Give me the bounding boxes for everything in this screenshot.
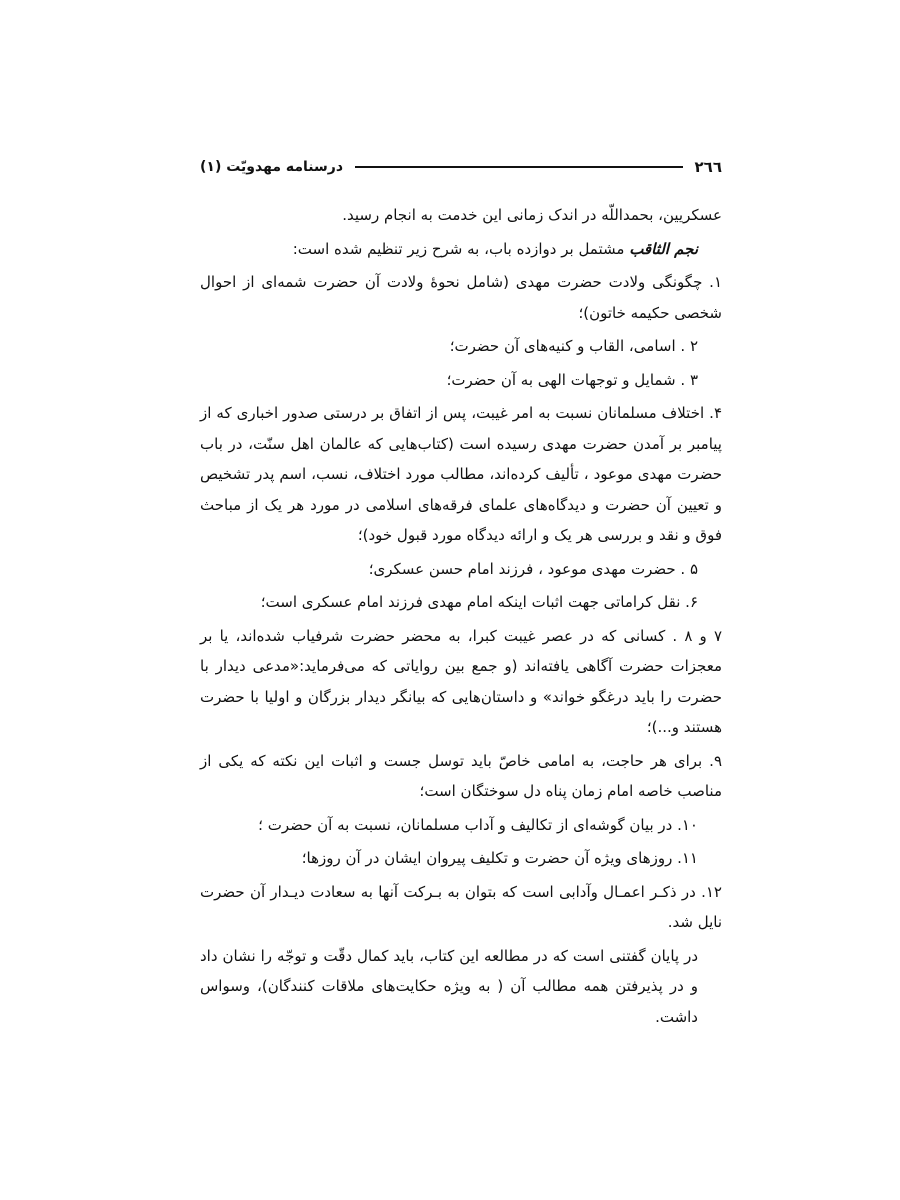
list-item: ١. چگونگی ولادت حضرت مهدی (شامل نحوهٔ ولادت آن حضرت شمه‌ای از احوال شخصی حکیمه خاتون)؛ xyxy=(200,273,722,322)
list-item: ١١. روزهای ویژه آن حضرت و تکلیف پیروان ایشان در آن روزها؛ xyxy=(301,849,698,867)
list-item: ۵ . حضرت مهدی موعود ، فرزند امام حسن عسکری؛ xyxy=(368,559,698,578)
closing-paragraph: در پایان گفتنی است که در مطالعه این کتاب، باید کمال دقّت و توجّه را نشان داد و در پذیرفتن همه مطالب آن ( به ویژه حکایت‌های ملاقات کنندگان)، وسواس داشت. xyxy=(200,946,698,1026)
header-rule xyxy=(355,166,683,168)
list-item: ٧ و ٨ . کسانی که در عصر غیبت کبرا، به محضر حضرت شرفیاب شده‌اند، یا بر معجزات حضرت آگاهی یافته‌اند (و جمع بین روایاتی که می‌فرماید:«مدعی دیدار با حضرت را باید درغگو خواند» و داستان‌هایی که بیانگر دیدار بزرگان و اولیا با حضرت هستند و...)؛ xyxy=(200,626,722,736)
list-item: ٩. برای هر حاجت، به امامی خاصّ باید توسل جست و اثبات این نکته که یکی از مناصب خاصه امام زمان پناه دل سوختگان است؛ xyxy=(200,751,722,800)
list-item: ۶. نقل کراماتی جهت اثبات اینکه امام مهدی فرزند امام عسکری است؛ xyxy=(260,593,698,611)
paragraph: نجم الثاقب مشتمل بر دوازده باب، به شرح زیر تنظیم شده است: xyxy=(292,239,698,258)
list-item: ٣ . شمایل و توجهات الهی به آن حضرت؛ xyxy=(446,370,698,389)
list-item: ۴. اختلاف مسلمانان نسبت به امر غیبت، پس از اتفاق بر درستی صدور اخباری که از پیامبر بر آمدن حضرت مهدی رسیده است (کتاب‌هایی که عالمان اهل سنّت، در باب حضرت مهدی موعود ، تألیف کرده‌اند، مطالب مورد اختلاف، نسب، اسم پدر تشخیص و تعیین آن حضرت و دیدگاه‌های علمای فرقه‌های اسلامی در مورد هر یک از مباحث فوق و نقد و بررسی هر یک و ارائه دیدگاه مورد قبول خود)؛ xyxy=(200,404,722,544)
running-header xyxy=(200,152,722,182)
list-item: ١٠. در بیان گوشه‌ای از تکالیف و آداب مسلمانان، نسبت به آن حضرت ؛ xyxy=(258,815,698,834)
list-item: ٢ . اسامی، القاب و کنیه‌های آن حضرت؛ xyxy=(449,337,698,355)
paragraph: عسکریین، بحمداللّه در اندک زمانی این خدمت به انجام رسید. xyxy=(342,206,722,224)
running-title: درسنامه مهدویّت (١) xyxy=(200,159,344,175)
page-number: ٢٦٦ xyxy=(694,158,722,176)
body-text xyxy=(200,200,722,1035)
list-item: ١٢. در ذکـر اعمـال وآدابی است که بتوان به بـرکت آنها به سعادت دیـدار آن حضرت نایل شد. xyxy=(200,882,722,931)
book-title: نجم الثاقب xyxy=(629,239,698,258)
